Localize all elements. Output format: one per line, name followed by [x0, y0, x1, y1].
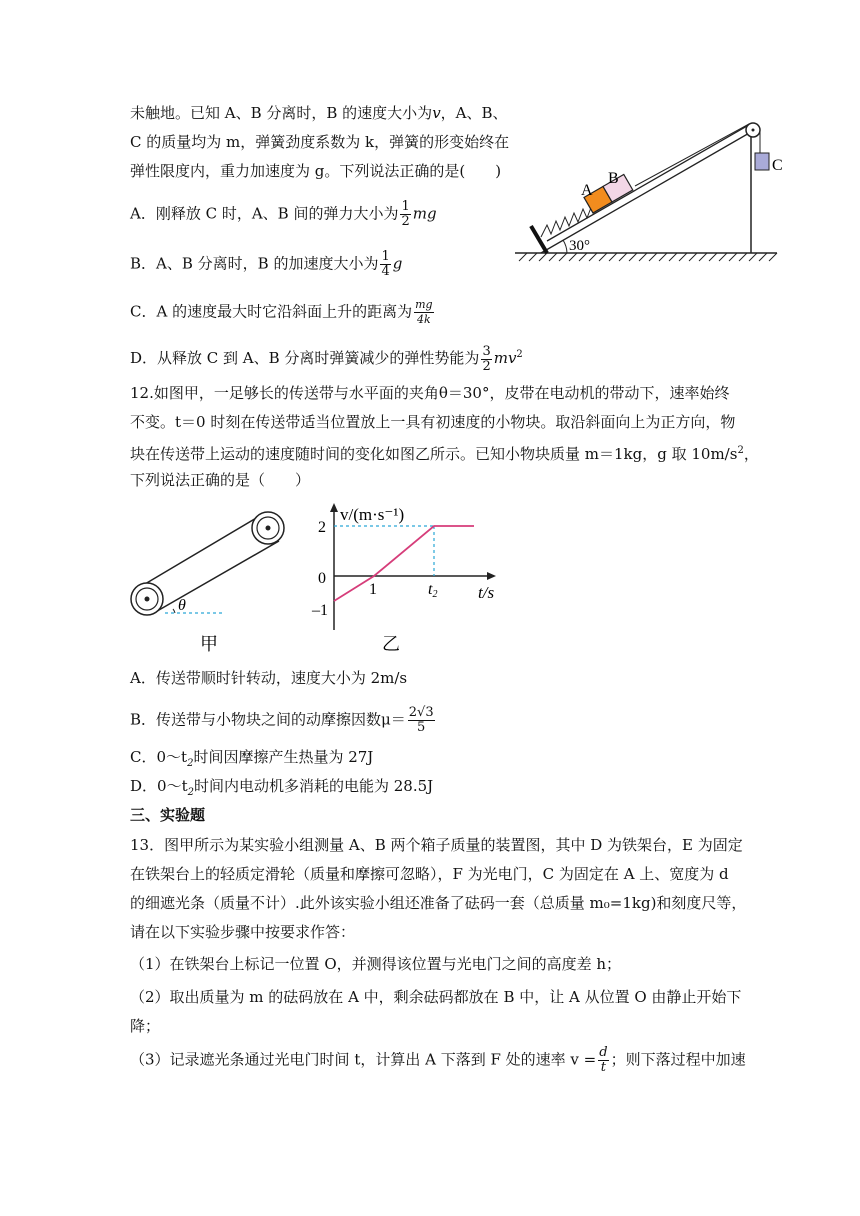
label-a: A: [581, 182, 593, 199]
q11-option-d: D．从释放 C 到 A、B 分离时弹簧减少的弹性势能为 $\frac{3}{2}$ $mv^2$: [130, 343, 523, 374]
ground-hatching: [519, 253, 777, 261]
q12-option-a: A．传送带顺时针转动，速度大小为 2m/s: [130, 669, 408, 687]
fraction: $\frac{1}{4}$: [381, 249, 390, 279]
fraction: $\frac{1}{2}$: [401, 199, 410, 229]
vt-graph: [300, 500, 520, 660]
q13-step3: （3）记录遮光条通过光电门时间 t，计算出 A 下落到 F 处的速率 v = $\frac{d}{t}$ ；则下落过程中加速: [130, 1045, 746, 1075]
angle-arc: [563, 240, 567, 253]
q12-option-c: C．$0\sim t_2$时间因摩擦产生热量为 27J: [130, 748, 374, 769]
velocity-series-line: [334, 526, 474, 601]
q12-line4: 下列说法正确的是（ ）: [130, 471, 311, 489]
q11-option-a: A．刚释放 C 时，A、B 间的弹力大小为 $\frac{1}{2}$ mg: [130, 199, 437, 229]
angle-label: 30°: [569, 238, 590, 254]
section-heading: 三、实验题: [130, 806, 206, 824]
q13-step2a: （2）取出质量为 m 的砝码放在 A 中，剩余砝码都放在 B 中，让 A 从位置 O 由静止开始下: [130, 988, 742, 1006]
tick-y-0: 0: [318, 570, 326, 587]
q12-line3: 块在传送带上运动的速度随时间的变化如图乙所示。已知小物块质量 m＝1kg，g 取 $10m/s^2$，: [130, 445, 759, 463]
q12-option-b: B．传送带与小物块之间的动摩擦因数μ＝ $\frac{2√3}{5}$: [130, 705, 434, 735]
incline-top-edge: [547, 126, 747, 241]
theta-label: θ: [178, 597, 186, 614]
q13-line1: 13．图甲所示为某实验小组测量 A、B 两个箱子质量的装置图，其中 D 为铁架台，E 为固定: [130, 836, 743, 854]
label-c: C: [772, 157, 783, 174]
q11-line3: 弹性限度内，重力加速度为 g。下列说法正确的是( ): [130, 162, 502, 180]
label-b: B: [608, 170, 619, 187]
tick-y-neg1: –1: [312, 602, 328, 619]
belt-top: [145, 514, 263, 584]
incline-surface: [541, 132, 751, 253]
incline-pulley-figure: [505, 110, 805, 270]
q11-line1: 未触地。已知 A、B 分离时，B 的速度大小为v，A、B、: [130, 104, 508, 122]
tick-x-1: 1: [369, 581, 377, 598]
pulley-axle: [752, 129, 755, 132]
y-axis-label: v/(m·s⁻¹): [340, 505, 405, 524]
fraction: $\frac{mg}{4k}$: [415, 298, 433, 326]
q13-step2b: 降；: [130, 1017, 161, 1035]
spring: [541, 205, 592, 237]
q13-step1: （1）在铁架台上标记一位置 O，并测得该位置与光电门之间的高度差 h；: [130, 955, 622, 973]
y-axis-arrow: [330, 503, 338, 512]
x-axis-arrow: [487, 572, 496, 580]
q13-line4: 请在以下实验步骤中按要求作答：: [130, 923, 356, 941]
belt-bottom: [152, 541, 279, 614]
x-axis-label: t/s: [478, 583, 495, 602]
fraction: $\frac{d}{t}$: [599, 1045, 608, 1075]
q11-option-c: C．A 的速度最大时它沿斜面上升的距离为 $\frac{mg}{4k}$: [130, 298, 433, 326]
tick-y-2: 2: [318, 519, 326, 536]
caption-jia: 甲: [200, 634, 218, 654]
q13-line2: 在铁架台上的轻质定滑轮（质量和摩擦可忽略），F 为光电门，C 为固定在 A 上、宽度为 d: [130, 865, 729, 883]
q11-option-b: B．A、B 分离时，B 的加速度大小为 $\frac{1}{4}$ g: [130, 249, 403, 279]
q11-line2: C 的质量均为 m，弹簧劲度系数为 k，弹簧的形变始终在: [130, 133, 510, 151]
q12-line1: 12.如图甲，一足够长的传送带与水平面的夹角θ＝30°，皮带在电动机的带动下，速率始终: [130, 384, 730, 402]
fraction: $\frac{3}{2}$: [482, 343, 491, 374]
caption-yi: 乙: [382, 634, 400, 654]
fraction: $\frac{2√3}{5}$: [408, 705, 434, 735]
conveyor-belt-figure: [125, 506, 295, 656]
rope: [635, 124, 749, 186]
q12-line2: 不变。t＝0 时刻在传送带适当位置放上一具有初速度的小物块。取沿斜面向上为正方向，物: [130, 413, 736, 431]
block-c: [755, 153, 769, 170]
q13-line3: 的细遮光条（质量不计）.此外该实验小组还准备了砝码一套（总质量 m₀=1kg)和刻度尺等，: [130, 894, 747, 912]
q12-option-d: D．$0\sim t_2$时间内电动机多消耗的电能为 28.5J: [130, 777, 434, 798]
tick-x-t2: t2: [428, 581, 438, 600]
